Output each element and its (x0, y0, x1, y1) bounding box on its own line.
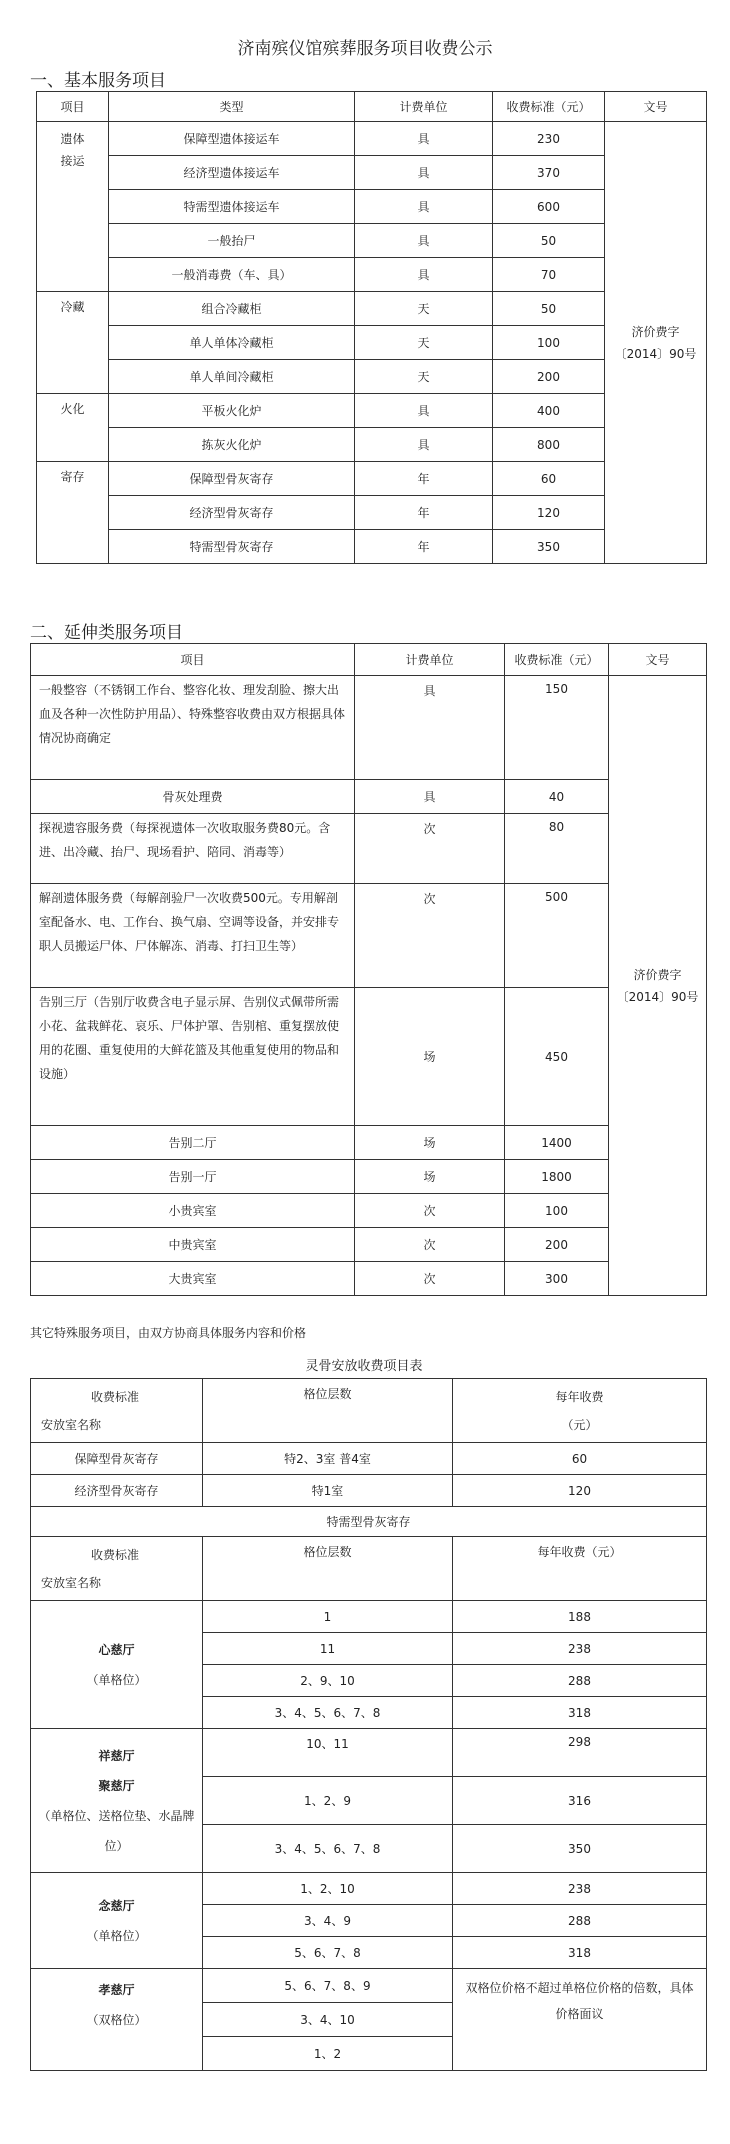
ash-storage-table-a (30, 1378, 707, 2071)
header-cell: 收费标准（元） (493, 92, 605, 122)
hall-cell-xiangci-juci (31, 1729, 203, 1873)
hall-sub: （单格位） (86, 1928, 147, 1943)
table-row (31, 1262, 707, 1296)
level-cell: 1、2、10 (203, 1873, 453, 1905)
table-row (31, 676, 707, 780)
price-cell: 350 (453, 1825, 707, 1873)
level-cell: 11 (203, 1633, 453, 1665)
table-row (31, 988, 707, 1126)
unit-cell: 具 (355, 258, 493, 292)
header-cell-left (31, 1379, 203, 1443)
header-cell: 项目 (37, 92, 109, 122)
type-cell: 一般抬尸 (109, 224, 355, 258)
unit-cell: 次 (355, 1228, 505, 1262)
extended-service-table (30, 643, 707, 1296)
header-cell: 项目 (31, 644, 355, 676)
item-cell: 告别一厅 (31, 1160, 355, 1194)
table-row (31, 1228, 707, 1262)
table-row (31, 780, 707, 814)
group-cell-storage: 寄存 (37, 462, 109, 564)
price-cell: 1800 (505, 1160, 609, 1194)
table-header-row (31, 1537, 707, 1601)
level-cell: 3、4、9 (203, 1905, 453, 1937)
section2-heading: 二、延伸类服务项目 (30, 623, 183, 643)
header-fee-label: 收费标准 (91, 1389, 140, 1404)
price-cell: 200 (493, 360, 605, 394)
price-cell: 800 (493, 428, 605, 462)
hall-sub: （单格位） (86, 1672, 147, 1687)
type-cell: 经济型骨灰寄存 (109, 496, 355, 530)
header-room-label: 安放室名称 (41, 1575, 102, 1590)
price-cell: 400 (493, 394, 605, 428)
item-cell: 骨灰处理费 (31, 780, 355, 814)
table-row (31, 1475, 707, 1507)
price-cell: 238 (453, 1873, 707, 1905)
unit-cell: 具 (355, 122, 493, 156)
price-cell: 316 (453, 1777, 707, 1825)
hall-sub: （单格位、送格位垫、水晶牌位） (38, 1808, 195, 1853)
type-cell: 单人单间冷藏柜 (109, 360, 355, 394)
table-row (31, 884, 707, 988)
header-annual-fee: 每年收费 (555, 1389, 604, 1404)
item-cell: 探视遗容服务费（每探视遗体一次收取服务费80元。含进、出冷藏、抬尸、现场看护、陪同、消毒等） (31, 814, 355, 884)
table-row (31, 1194, 707, 1228)
price-cell: 50 (493, 224, 605, 258)
price-cell: 100 (493, 326, 605, 360)
header-cell: 文号 (609, 644, 707, 676)
item-cell: 大贵宾室 (31, 1262, 355, 1296)
level-cell: 特2、3室 普4室 (203, 1443, 453, 1475)
type-cell: 一般消毒费（车、具） (109, 258, 355, 292)
header-cell: 计费单位 (355, 92, 493, 122)
unit-cell: 具 (355, 190, 493, 224)
level-cell: 3、4、10 (203, 2003, 453, 2037)
room-cell: 经济型骨灰寄存 (31, 1475, 203, 1507)
price-cell: 350 (493, 530, 605, 564)
room-cell: 保障型骨灰寄存 (31, 1443, 203, 1475)
level-cell: 3、4、5、6、7、8 (203, 1825, 453, 1873)
table-header-row (31, 1379, 707, 1443)
item-cell: 告别三厅（告别厅收费含电子显示屏、告别仪式佩带所需小花、盆栽鲜花、哀乐、尸体护罩、告别棺、重复摆放使用的花圈、重复使用的大鲜花篮及其他重复使用的物品和设施） (31, 988, 355, 1126)
unit-cell: 具 (355, 676, 505, 780)
price-cell: 60 (453, 1443, 707, 1475)
hall-name: 孝慈厅 (98, 1983, 135, 1997)
table-row (37, 122, 707, 156)
level-cell: 10、11 (203, 1729, 453, 1777)
hall-cell-nianci (31, 1873, 203, 1969)
basic-service-table (36, 91, 707, 564)
price-cell: 298 (453, 1729, 707, 1777)
price-cell: 200 (505, 1228, 609, 1262)
unit-cell: 次 (355, 884, 505, 988)
item-cell: 解剖遗体服务费（每解剖验尸一次收费500元。专用解剖室配备水、电、工作台、换气扇、空调等设备，并安排专职人员搬运尸体、尸体解冻、消毒、打扫卫生等） (31, 884, 355, 988)
header-cell-right (453, 1379, 707, 1443)
table-row (31, 1969, 707, 2003)
price-cell: 40 (505, 780, 609, 814)
price-cell: 500 (505, 884, 609, 988)
unit-cell: 年 (355, 496, 493, 530)
price-cell: 288 (453, 1665, 707, 1697)
price-cell: 300 (505, 1262, 609, 1296)
price-cell: 70 (493, 258, 605, 292)
table-row (31, 814, 707, 884)
page-title: 济南殡仪馆殡葬服务项目收费公示 (237, 39, 493, 59)
unit-cell: 次 (355, 1262, 505, 1296)
unit-cell: 具 (355, 428, 493, 462)
unit-cell: 场 (355, 1160, 505, 1194)
header-cell: 格位层数 (203, 1537, 453, 1601)
table-header-row (37, 92, 707, 122)
type-cell: 特需型遗体接运车 (109, 190, 355, 224)
hall-name-2: 聚慈厅 (98, 1778, 135, 1793)
ash-storage-table-title: 灵骨安放收费项目表 (305, 1359, 423, 1374)
header-fee-label: 收费标准 (91, 1547, 140, 1562)
hall-cell-xiaoci (31, 1969, 203, 2071)
level-cell: 5、6、7、8、9 (203, 1969, 453, 2003)
table-row (31, 1601, 707, 1633)
unit-cell: 具 (355, 394, 493, 428)
level-cell: 1、2 (203, 2037, 453, 2071)
price-cell: 1400 (505, 1126, 609, 1160)
item-cell: 一般整容（不锈钢工作台、整容化妆、理发刮脸、擦大出血及各种一次性防护用品）、特殊整容收费由双方根据具体情况协商确定 (31, 676, 355, 780)
price-cell: 150 (505, 676, 609, 780)
table-row (31, 1729, 707, 1777)
price-cell: 50 (493, 292, 605, 326)
price-cell: 100 (505, 1194, 609, 1228)
price-cell: 318 (453, 1697, 707, 1729)
type-cell: 拣灰火化炉 (109, 428, 355, 462)
hall-name: 念慈厅 (98, 1898, 135, 1913)
price-cell: 370 (493, 156, 605, 190)
price-cell: 238 (453, 1633, 707, 1665)
type-cell: 平板火化炉 (109, 394, 355, 428)
level-cell: 5、6、7、8 (203, 1937, 453, 1969)
unit-cell: 具 (355, 156, 493, 190)
header-cell: 每年收费（元） (453, 1537, 707, 1601)
section1-heading: 一、基本服务项目 (30, 71, 166, 91)
unit-cell: 次 (355, 814, 505, 884)
table-row (31, 1126, 707, 1160)
unit-cell: 天 (355, 360, 493, 394)
price-cell: 188 (453, 1601, 707, 1633)
doc-number-cell: 济价费字〔2014〕90号 (605, 122, 707, 564)
table-header-row (31, 644, 707, 676)
header-room-label: 安放室名称 (41, 1417, 102, 1432)
header-cell: 文号 (605, 92, 707, 122)
table-row (31, 1160, 707, 1194)
level-cell: 特1室 (203, 1475, 453, 1507)
price-cell: 600 (493, 190, 605, 224)
level-cell: 2、9、10 (203, 1665, 453, 1697)
hall-sub: （双格位） (86, 2013, 147, 2027)
type-cell: 组合冷藏柜 (109, 292, 355, 326)
hall-name: 祥慈厅 (98, 1748, 135, 1763)
price-cell: 80 (505, 814, 609, 884)
header-yuan: （元） (561, 1417, 598, 1432)
unit-cell: 年 (355, 530, 493, 564)
price-cell: 120 (453, 1475, 707, 1507)
type-cell: 特需型骨灰寄存 (109, 530, 355, 564)
special-storage-title: 特需型骨灰寄存 (31, 1507, 707, 1537)
header-cell: 收费标准（元） (505, 644, 609, 676)
price-cell: 450 (505, 988, 609, 1126)
type-cell: 保障型遗体接运车 (109, 122, 355, 156)
item-cell: 告别二厅 (31, 1126, 355, 1160)
price-cell: 288 (453, 1905, 707, 1937)
price-cell: 120 (493, 496, 605, 530)
group-cell-transport: 遗体 接运 (37, 122, 109, 292)
level-cell: 1、2、9 (203, 1777, 453, 1825)
group-cell-cremation: 火化 (37, 394, 109, 462)
special-services-note: 其它特殊服务项目，由双方协商具体服务内容和价格 (30, 1326, 307, 1340)
unit-cell: 天 (355, 326, 493, 360)
type-cell: 单人单体冷藏柜 (109, 326, 355, 360)
type-cell: 保障型骨灰寄存 (109, 462, 355, 496)
hall-cell-xinci (31, 1601, 203, 1729)
level-cell: 1 (203, 1601, 453, 1633)
unit-cell: 场 (355, 1126, 505, 1160)
unit-cell: 具 (355, 224, 493, 258)
level-cell: 3、4、5、6、7、8 (203, 1697, 453, 1729)
item-cell: 中贵宾室 (31, 1228, 355, 1262)
table-row (31, 1873, 707, 1905)
item-cell: 小贵宾室 (31, 1194, 355, 1228)
price-cell: 318 (453, 1937, 707, 1969)
header-cell-left (31, 1537, 203, 1601)
price-cell: 230 (493, 122, 605, 156)
table-row (31, 1443, 707, 1475)
doc-number-cell: 济价费字〔2014〕90号 (609, 676, 707, 1296)
unit-cell: 场 (355, 988, 505, 1126)
double-slot-price-note: 双格位价格不超过单格位价格的倍数，具体价格面议 (453, 1969, 707, 2071)
unit-cell: 天 (355, 292, 493, 326)
unit-cell: 年 (355, 462, 493, 496)
unit-cell: 具 (355, 780, 505, 814)
price-cell: 60 (493, 462, 605, 496)
hall-name: 心慈厅 (98, 1642, 135, 1657)
header-cell: 格位层数 (203, 1379, 453, 1443)
special-title-row (31, 1507, 707, 1537)
header-cell: 计费单位 (355, 644, 505, 676)
group-cell-cold-storage: 冷藏 (37, 292, 109, 394)
unit-cell: 次 (355, 1194, 505, 1228)
type-cell: 经济型遗体接运车 (109, 156, 355, 190)
header-cell: 类型 (109, 92, 355, 122)
